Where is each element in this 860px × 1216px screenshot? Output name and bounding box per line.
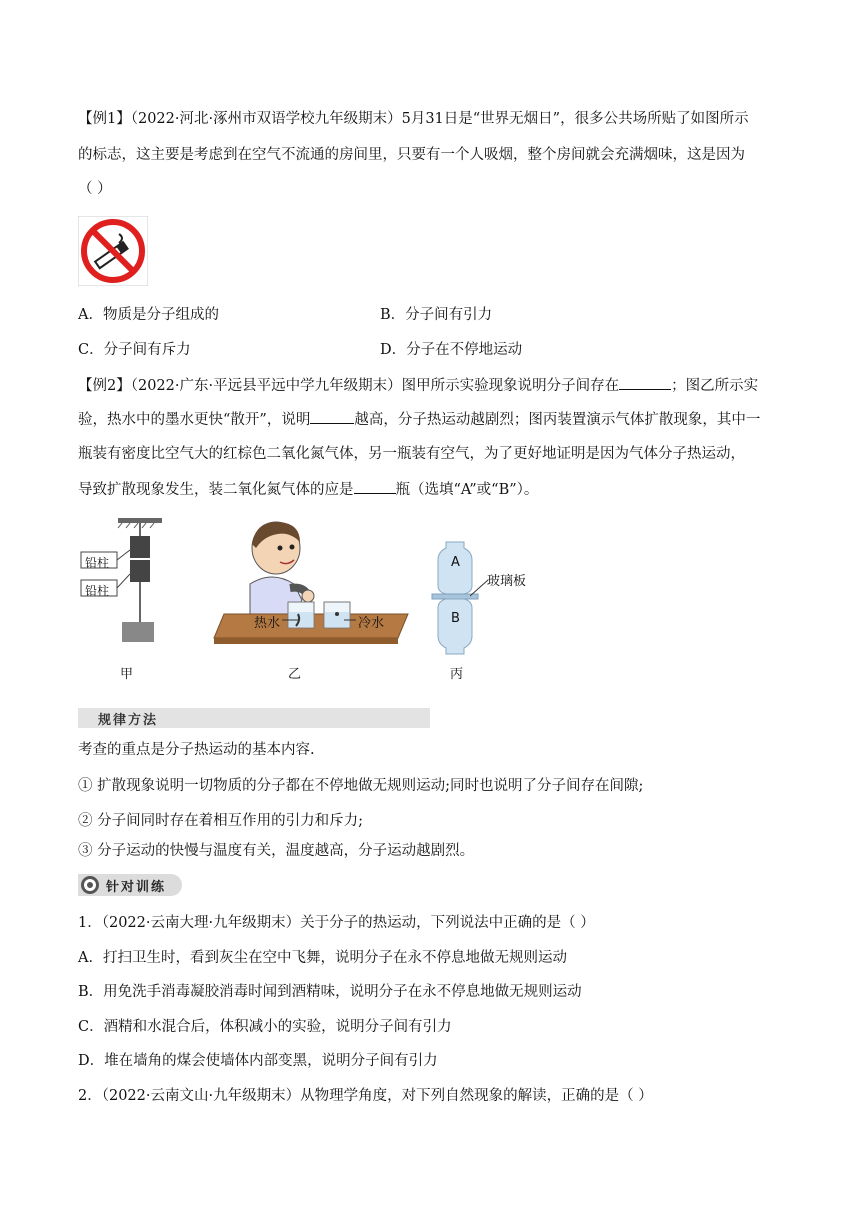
method-banner	[78, 708, 430, 728]
example1-line3: （ ）	[78, 181, 112, 197]
training-banner-label: 针对训练	[106, 880, 167, 895]
method-point-1: ① 扩散现象说明一切物质的分子都在不停地做无规则运动;同时也说明了分子间存在间隙;	[78, 778, 644, 794]
example2-line4	[78, 478, 538, 500]
answer-blank-1	[619, 374, 671, 390]
yi-caption: 乙	[288, 667, 302, 682]
jia-caption: 甲	[120, 667, 134, 682]
answer-blank-2	[310, 408, 354, 424]
example1-option-d: D．分子在不停地运动	[380, 342, 523, 358]
bing-label-glass-plate: 玻璃板	[487, 574, 527, 589]
question-1-option-a: A．打扫卫生时，看到灰尘在空中飞舞，说明分子在永不停息地做无规则运动	[78, 950, 567, 966]
example1-option-c: C．分子间有斥力	[78, 342, 191, 358]
example2-line3: 瓶装有密度比空气大的红棕色二氧化氮气体，另一瓶装有空气，为了更好地证明是因为气体分子热运动，	[78, 446, 745, 462]
example2-line1	[78, 374, 758, 396]
question-1: 1．（2022·云南大理·九年级期末）关于分子的热运动，下列说法中正确的是（ ）	[78, 915, 595, 931]
jia-label-lead-2: 铅柱	[85, 584, 110, 598]
method-intro: 考查的重点是分子热运动的基本内容.	[78, 742, 315, 758]
example1-line2: 的标志，这主要是考虑到在空气不流通的房间里，只要有一个人吸烟，整个房间就会充满烟味，这是因为	[78, 147, 745, 163]
bing-label-a: A	[451, 555, 460, 570]
example2-line2-text-a: 验，热水中的墨水更快“散开”，说明	[78, 412, 311, 428]
method-banner-label: 规律方法	[98, 713, 159, 728]
example2-line1-text-a: 【例2】（2022·广东·平远县平远中学九年级期末）图甲所示实验现象说明分子间存在	[78, 378, 620, 394]
example2-line1-text-b: ；图乙所示实	[671, 378, 759, 394]
method-point-3: ③ 分子运动的快慢与温度有关，温度越高，分子运动越剧烈。	[78, 843, 475, 859]
no-smoking-sign-icon	[78, 216, 148, 286]
bing-label-b: B	[451, 611, 460, 626]
example2-line2-text-b: 越高，分子热运动越剧烈；图丙装置演示气体扩散现象，其中一	[354, 412, 761, 428]
yi-label-hot-water: 热水	[254, 616, 281, 631]
yi-label-cold-water: 冷水	[358, 616, 385, 631]
example2-line2	[78, 408, 760, 430]
question-1-option-d: D．堆在墙角的煤会使墙体内部变黑，说明分子间有引力	[78, 1053, 438, 1069]
question-2: 2．（2022·云南文山·九年级期末）从物理学角度，对下列自然现象的解读，正确的是（ ）	[78, 1088, 653, 1104]
example1-option-a: A．物质是分子组成的	[78, 307, 219, 323]
question-1-option-c: C．酒精和水混合后，体积减小的实验，说明分子间有引力	[78, 1019, 452, 1035]
answer-blank-3	[354, 478, 396, 494]
bing-caption: 丙	[450, 667, 464, 682]
target-icon	[80, 875, 100, 895]
training-banner	[78, 874, 182, 896]
jia-label-lead-1: 铅柱	[85, 556, 110, 570]
example1-line1: 【例1】（2022·河北·涿州市双语学校九年级期末）5月31日是“世界无烟日”，很多公共场所贴了如图所示	[78, 111, 749, 127]
example1-option-b: B．分子间有引力	[380, 307, 493, 323]
example2-line4-text-b: 瓶（选填“A”或“B”）。	[395, 482, 539, 498]
question-1-option-b: B．用免洗手消毒凝胶消毒时闻到酒精味，说明分子在永不停息地做无规则运动	[78, 984, 582, 1000]
method-point-2: ② 分子间同时存在着相互作用的引力和斥力;	[78, 813, 363, 829]
example2-line4-text-a: 导致扩散现象发生，装二氧化氮气体的应是	[78, 482, 354, 498]
